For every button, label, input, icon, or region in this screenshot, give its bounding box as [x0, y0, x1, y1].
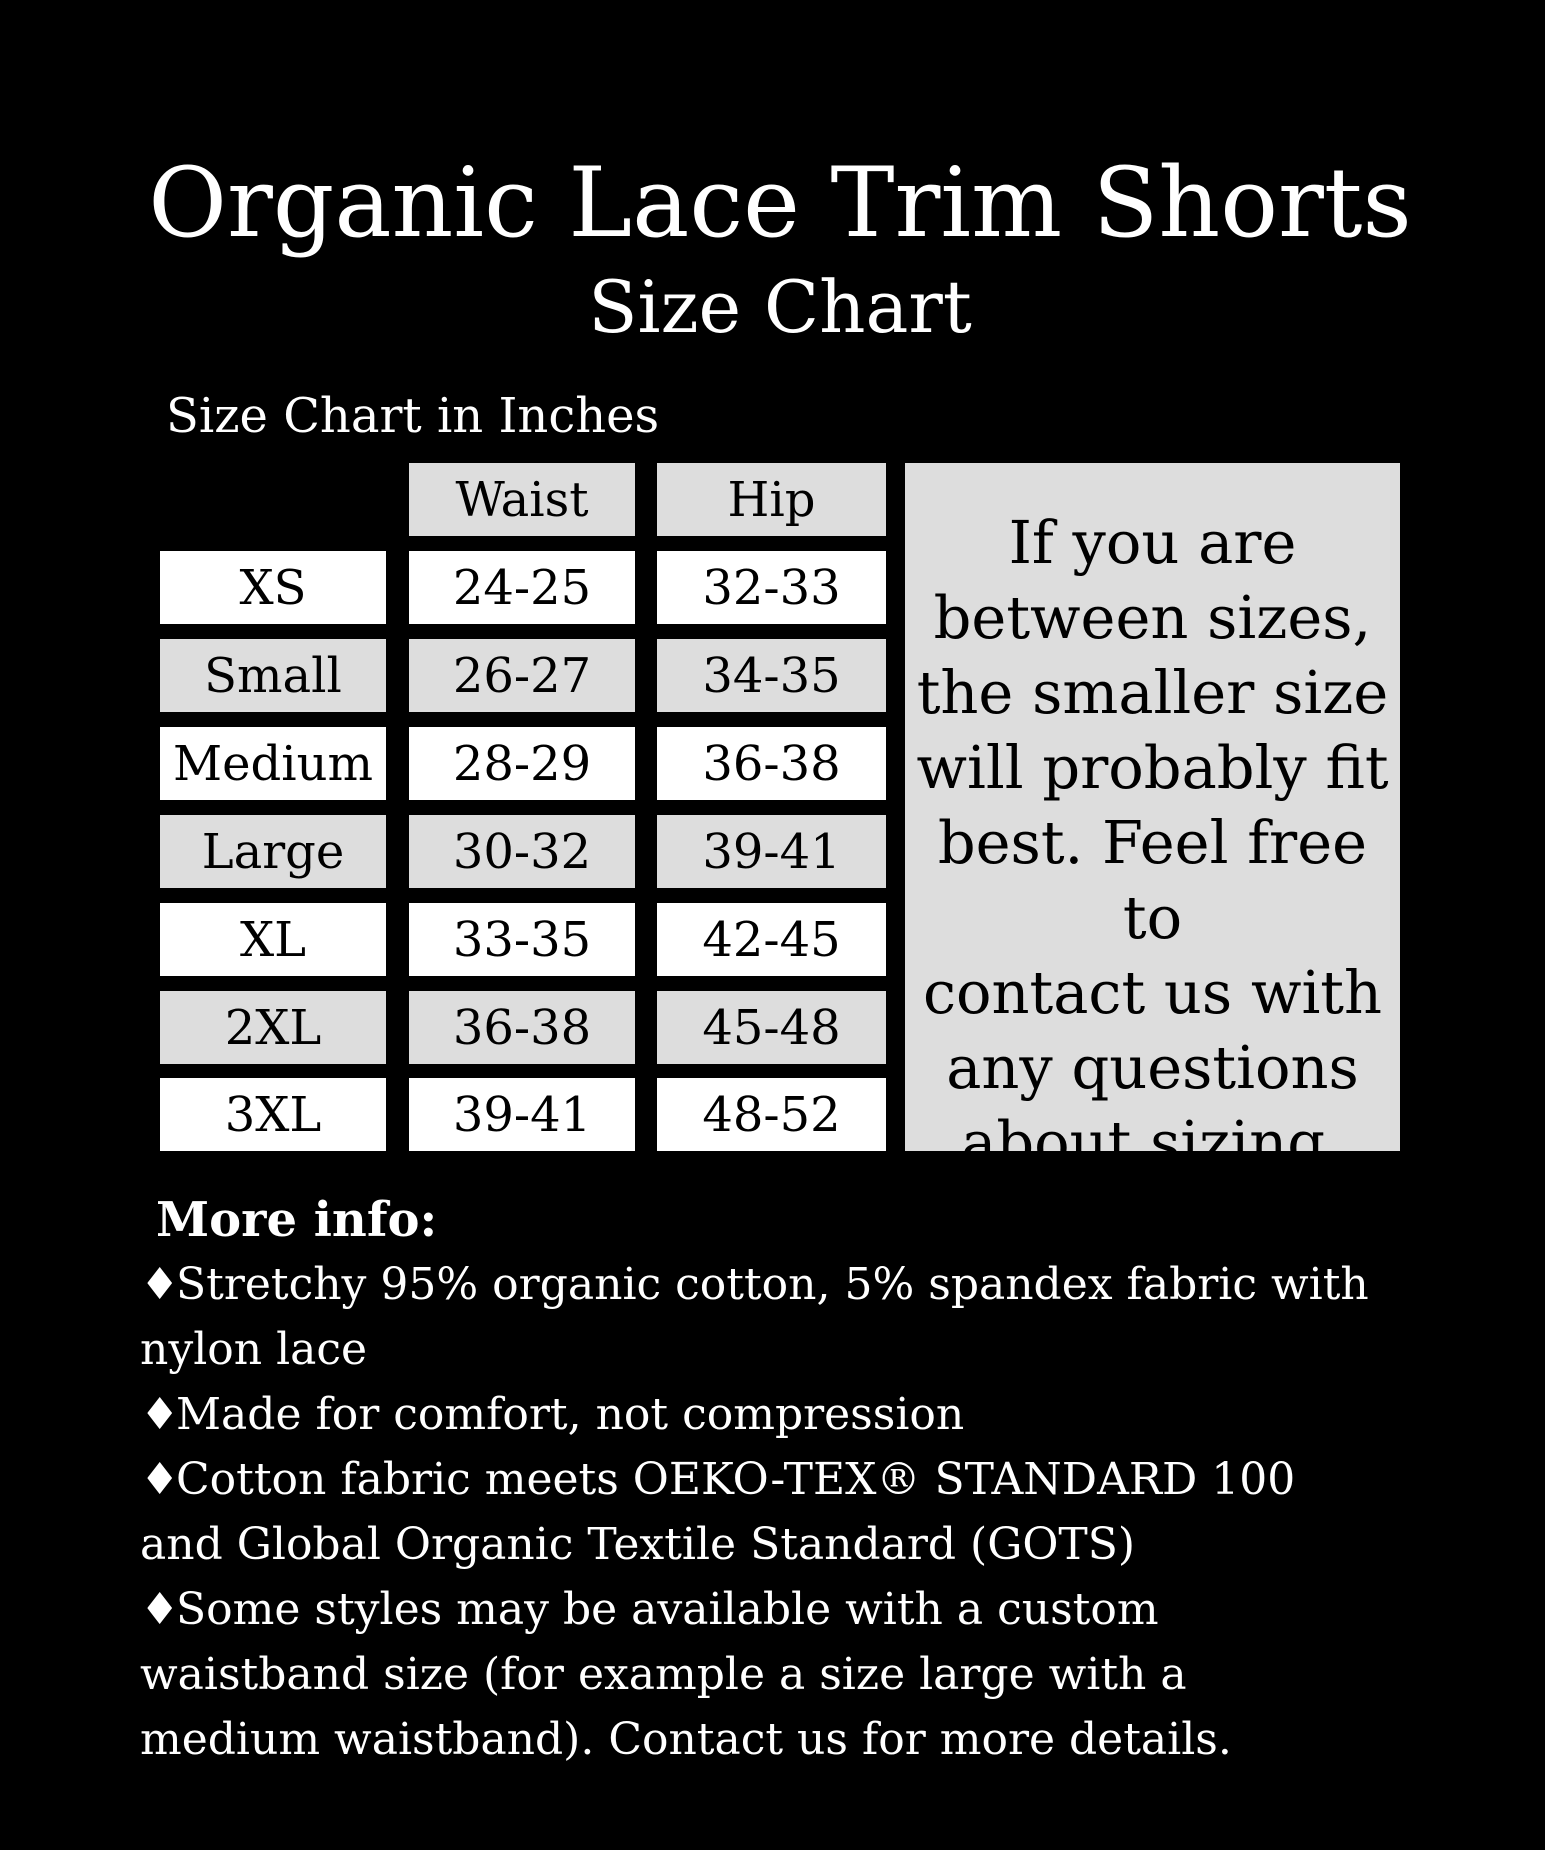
more-info-line: Stretchy 95% organic cotton, 5% spandex fabric with	[176, 1259, 1369, 1310]
page-title: Organic Lace Trim Shorts	[148, 147, 1412, 259]
more-info-line: and Global Organic Textile Standard (GOTS)	[140, 1519, 1136, 1570]
hip-cell: 32-33	[657, 551, 886, 624]
diamond-bullet-icon: ♦	[140, 1454, 180, 1505]
hip-cell: 45-48	[657, 991, 886, 1064]
diamond-bullet-icon: ♦	[140, 1259, 180, 1310]
size-cell: 2XL	[160, 991, 386, 1064]
hip-cell: 48-52	[657, 1078, 886, 1151]
size-cell: Small	[160, 639, 386, 712]
hip-cell: 39-41	[657, 815, 886, 888]
sizing-note-line: between sizes,	[933, 583, 1372, 652]
hip-cell: 42-45	[657, 903, 886, 976]
waist-cell: 28-29	[409, 727, 635, 800]
size-chart-units-label: Size Chart in Inches	[166, 388, 660, 444]
diamond-bullet-icon: ♦	[140, 1389, 180, 1440]
waist-cell: 39-41	[409, 1078, 635, 1151]
sizing-note-line: best. Feel free to	[937, 808, 1368, 952]
column-header-hip: Hip	[657, 463, 886, 536]
diamond-bullet-icon: ♦	[140, 1584, 180, 1635]
more-info-line: waistband size (for example a size large with a	[140, 1649, 1187, 1700]
more-info-item	[140, 1577, 1460, 1772]
size-cell: XL	[160, 903, 386, 976]
sizing-note-line: contact us with	[922, 958, 1383, 1027]
sizing-note-line: the smaller size	[916, 658, 1389, 727]
more-info-heading: More info:	[156, 1192, 438, 1248]
waist-cell: 26-27	[409, 639, 635, 712]
more-info-line: nylon lace	[140, 1324, 368, 1375]
more-info-item	[140, 1252, 1460, 1382]
more-info-line: Cotton fabric meets OEKO-TEX® STANDARD 100	[176, 1454, 1296, 1505]
sizing-note-line: any questions	[946, 1033, 1359, 1102]
more-info-line: medium waistband). Contact us for more details.	[140, 1714, 1232, 1765]
page-subtitle: Size Chart	[588, 265, 972, 349]
more-info-line: Made for comfort, not compression	[176, 1389, 965, 1440]
sizing-note-line: will probably fit	[916, 733, 1389, 802]
more-info-item	[140, 1382, 1460, 1447]
size-cell: Medium	[160, 727, 386, 800]
waist-cell: 36-38	[409, 991, 635, 1064]
more-info-list	[140, 1252, 1460, 1772]
size-cell: XS	[160, 551, 386, 624]
size-cell: Large	[160, 815, 386, 888]
sizing-note-line: about sizing.	[961, 1108, 1344, 1177]
waist-cell: 33-35	[409, 903, 635, 976]
size-cell: 3XL	[160, 1078, 386, 1151]
more-info-item	[140, 1447, 1460, 1577]
waist-cell: 24-25	[409, 551, 635, 624]
waist-cell: 30-32	[409, 815, 635, 888]
hip-cell: 34-35	[657, 639, 886, 712]
sizing-note-line: If you are	[1008, 508, 1297, 577]
sizing-note-box	[905, 463, 1400, 1177]
hip-cell: 36-38	[657, 727, 886, 800]
column-header-waist: Waist	[409, 463, 635, 536]
more-info-line: Some styles may be available with a custom	[176, 1584, 1159, 1635]
